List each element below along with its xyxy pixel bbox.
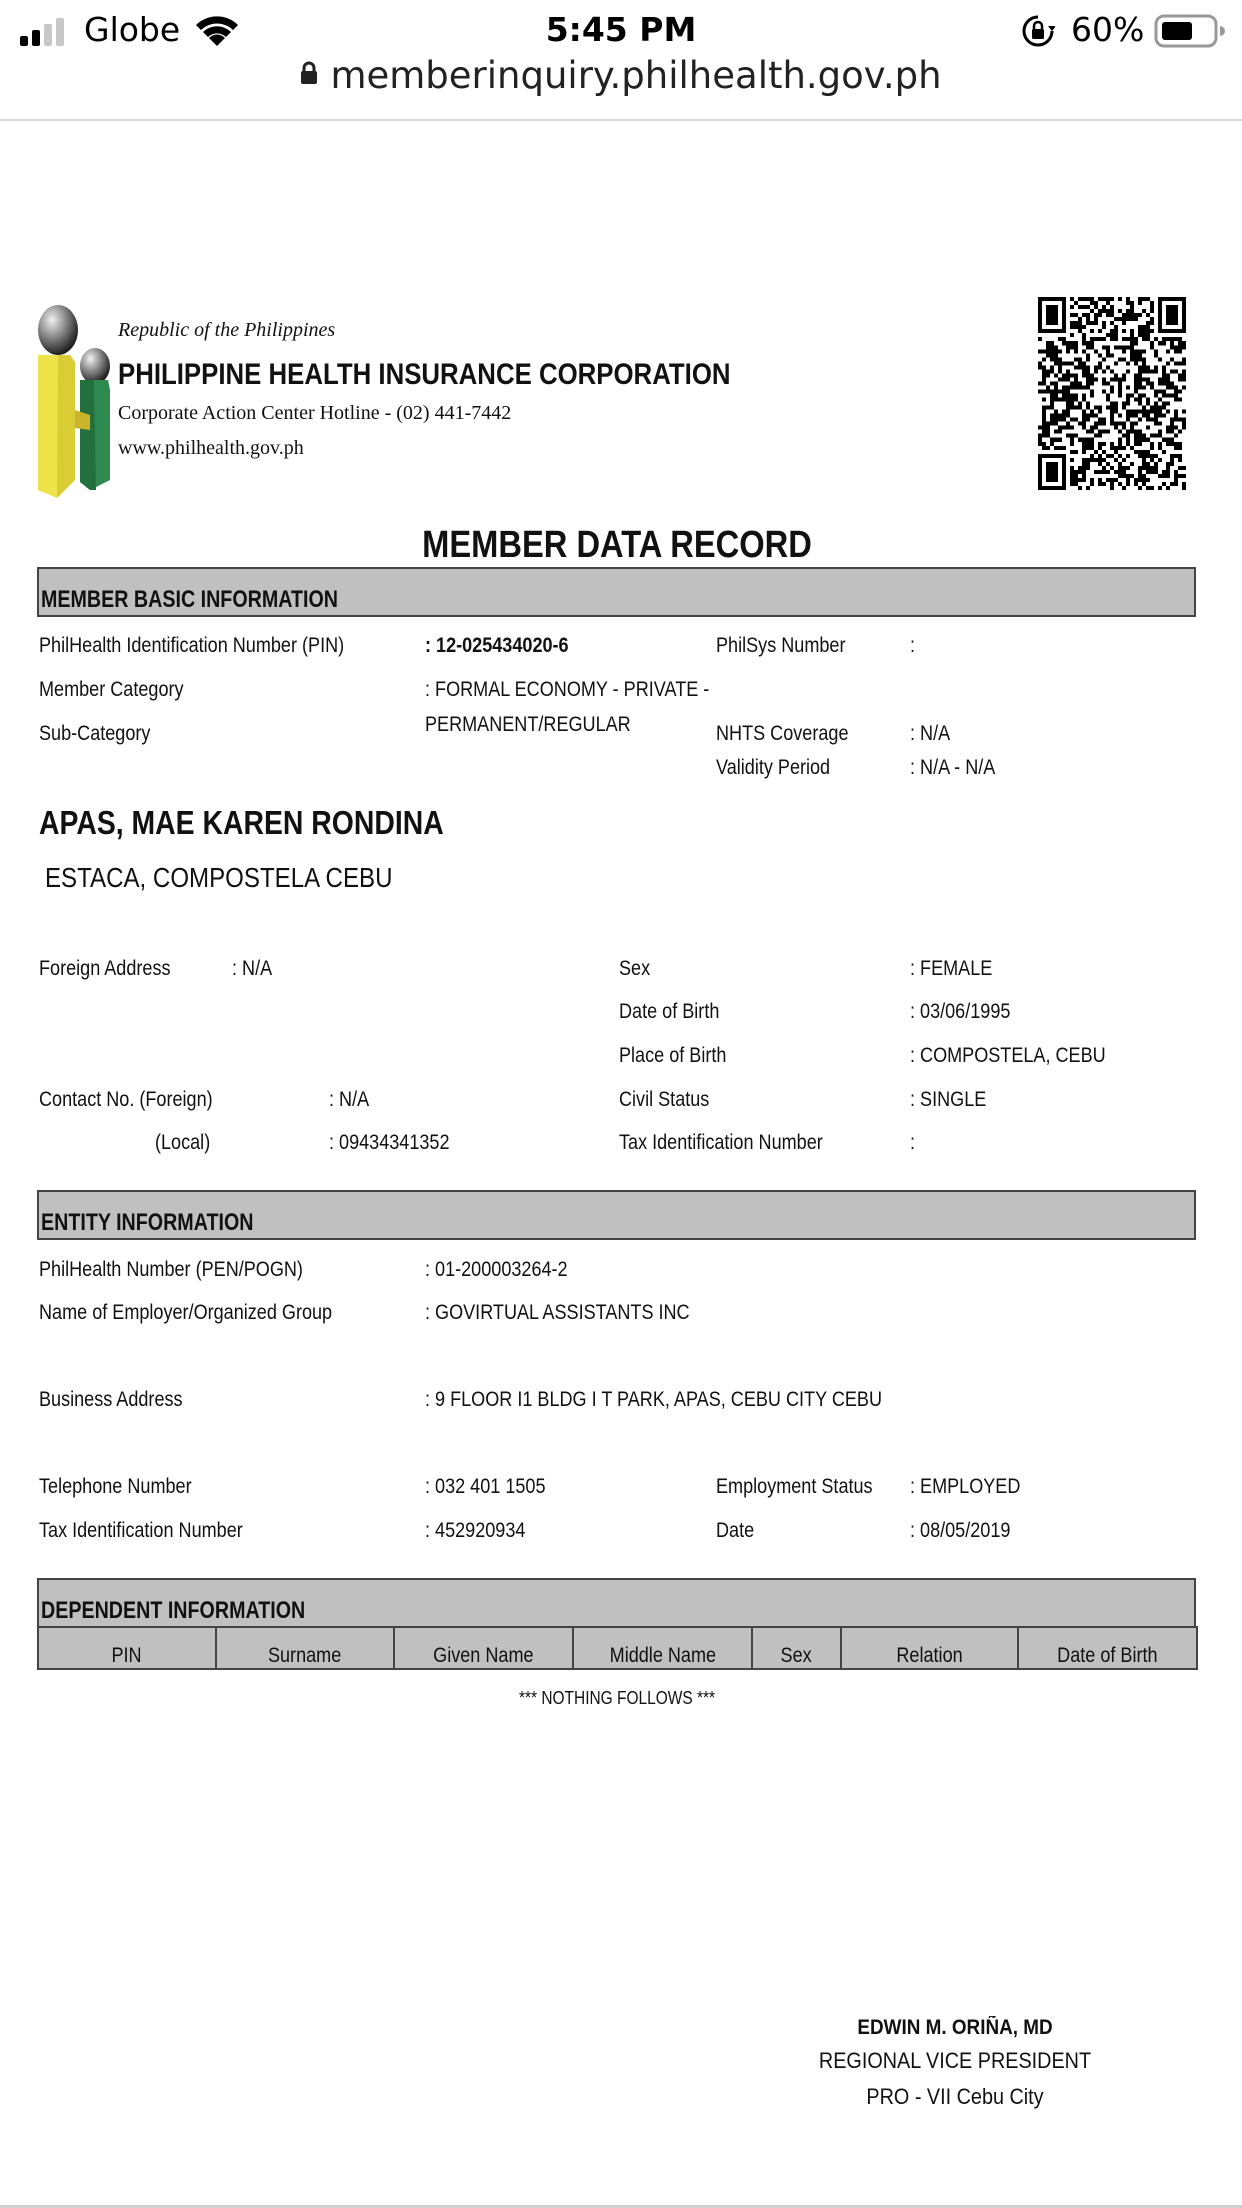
document-title: MEMBER DATA RECORD [422, 524, 812, 566]
dependents-table [37, 1626, 1198, 1670]
contact-local-value: : 09434341352 [329, 1131, 450, 1154]
pen-value: : 01-200003264-2 [425, 1258, 568, 1281]
corporation-name: PHILIPPINE HEALTH INSURANCE CORPORATION [118, 358, 731, 391]
member-tin-value: : [910, 1131, 916, 1154]
validity-value: : N/A - N/A [910, 756, 996, 779]
foreign-address-label: Foreign Address [39, 957, 171, 980]
philsys-value: : [910, 634, 916, 657]
employer-value: : GOVIRTUAL ASSISTANTS INC [425, 1301, 690, 1324]
member-name: APAS, MAE KAREN RONDINA [39, 804, 444, 841]
pob-value: : COMPOSTELA, CEBU [910, 1044, 1106, 1067]
address-bar[interactable] [0, 54, 1242, 97]
civil-status-label: Civil Status [619, 1088, 710, 1111]
member-category-value-cont: PERMANENT/REGULAR [425, 713, 631, 736]
column-header-pin: PIN [38, 1627, 216, 1669]
entity-tin-label: Tax Identification Number [39, 1519, 243, 1542]
pin-label: PhilHealth Identification Number (PIN) [39, 634, 345, 657]
contact-foreign-value: : N/A [329, 1088, 370, 1111]
column-header-date-of-birth: Date of Birth [1018, 1627, 1197, 1669]
column-header-relation: Relation [841, 1627, 1019, 1669]
sex-value: : FEMALE [910, 957, 993, 980]
entity-tin-value: : 452920934 [425, 1519, 526, 1542]
signatory-block [755, 2013, 1155, 2115]
contact-foreign-label: Contact No. (Foreign) [39, 1088, 213, 1111]
republic-text: Republic of the Philippines [118, 319, 336, 341]
foreign-address-value: : N/A [232, 957, 273, 980]
pin-value: : 12-025434020-6 [425, 634, 569, 657]
carrier-name: Globe [84, 10, 181, 49]
nothing-follows-text: *** NOTHING FOLLOWS *** [518, 1688, 716, 1708]
section-title: MEMBER BASIC INFORMATION [41, 586, 339, 613]
table-header-row [38, 1627, 1197, 1669]
qr-code [1038, 297, 1186, 490]
employment-status-label: Employment Status [716, 1475, 873, 1498]
member-category-label: Member Category [39, 678, 184, 701]
battery-icon [1154, 14, 1226, 48]
employment-status-value: : EMPLOYED [910, 1475, 1021, 1498]
hotline-text: Corporate Action Center Hotline - (02) 441-7442 [118, 402, 512, 424]
philsys-label: PhilSys Number [716, 634, 846, 657]
column-header-surname: Surname [216, 1627, 395, 1669]
section-title: ENTITY INFORMATION [41, 1209, 254, 1236]
member-tin-label: Tax Identification Number [619, 1131, 823, 1154]
philhealth-logo [30, 300, 115, 500]
column-header-sex: Sex [752, 1627, 841, 1669]
nothing-follows [0, 1685, 1234, 1711]
section-entity [37, 1190, 1196, 1240]
signatory-office: PRO - VII Cebu City [866, 2084, 1044, 2109]
clock: 5:45 PM [545, 10, 697, 49]
section-dependents [37, 1578, 1196, 1628]
date-value: : 08/05/2019 [910, 1519, 1011, 1542]
member-category-value: : FORMAL ECONOMY - PRIVATE - [425, 678, 710, 701]
pob-label: Place of Birth [619, 1044, 727, 1067]
section-member-basic [37, 567, 1196, 617]
contact-local-label: (Local) [155, 1131, 211, 1154]
business-address-value: : 9 FLOOR I1 BLDG I T PARK, APAS, CEBU CITY CEBU [425, 1388, 882, 1411]
dob-label: Date of Birth [619, 1000, 720, 1023]
orientation-lock-icon [1021, 14, 1055, 48]
validity-label: Validity Period [716, 756, 831, 779]
toolbar-divider [0, 119, 1242, 121]
nhts-label: NHTS Coverage [716, 722, 849, 745]
signatory-title: REGIONAL VICE PRESIDENT [818, 2048, 1092, 2073]
employer-label: Name of Employer/Organized Group [39, 1301, 333, 1324]
column-header-given-name: Given Name [394, 1627, 573, 1669]
website-link[interactable]: www.philhealth.gov.ph [118, 437, 304, 459]
column-header-middle-name: Middle Name [573, 1627, 752, 1669]
nhts-value: : N/A [910, 722, 951, 745]
signatory-name: EDWIN M. ORIÑA, MD [857, 2016, 1053, 2039]
date-label: Date [716, 1519, 755, 1542]
subcategory-label: Sub-Category [39, 722, 151, 745]
pen-label: PhilHealth Number (PEN/POGN) [39, 1258, 303, 1281]
member-address: ESTACA, COMPOSTELA CEBU [45, 862, 393, 893]
telephone-value: : 032 401 1505 [425, 1475, 546, 1498]
dob-value: : 03/06/1995 [910, 1000, 1011, 1023]
civil-status-value: : SINGLE [910, 1088, 987, 1111]
lock-icon [300, 61, 318, 90]
url-text[interactable]: memberinquiry.philhealth.gov.ph [330, 54, 942, 97]
sex-label: Sex [619, 957, 651, 980]
section-title: DEPENDENT INFORMATION [41, 1597, 306, 1624]
business-address-label: Business Address [39, 1388, 183, 1411]
telephone-label: Telephone Number [39, 1475, 192, 1498]
battery-percent: 60% [1071, 10, 1145, 49]
